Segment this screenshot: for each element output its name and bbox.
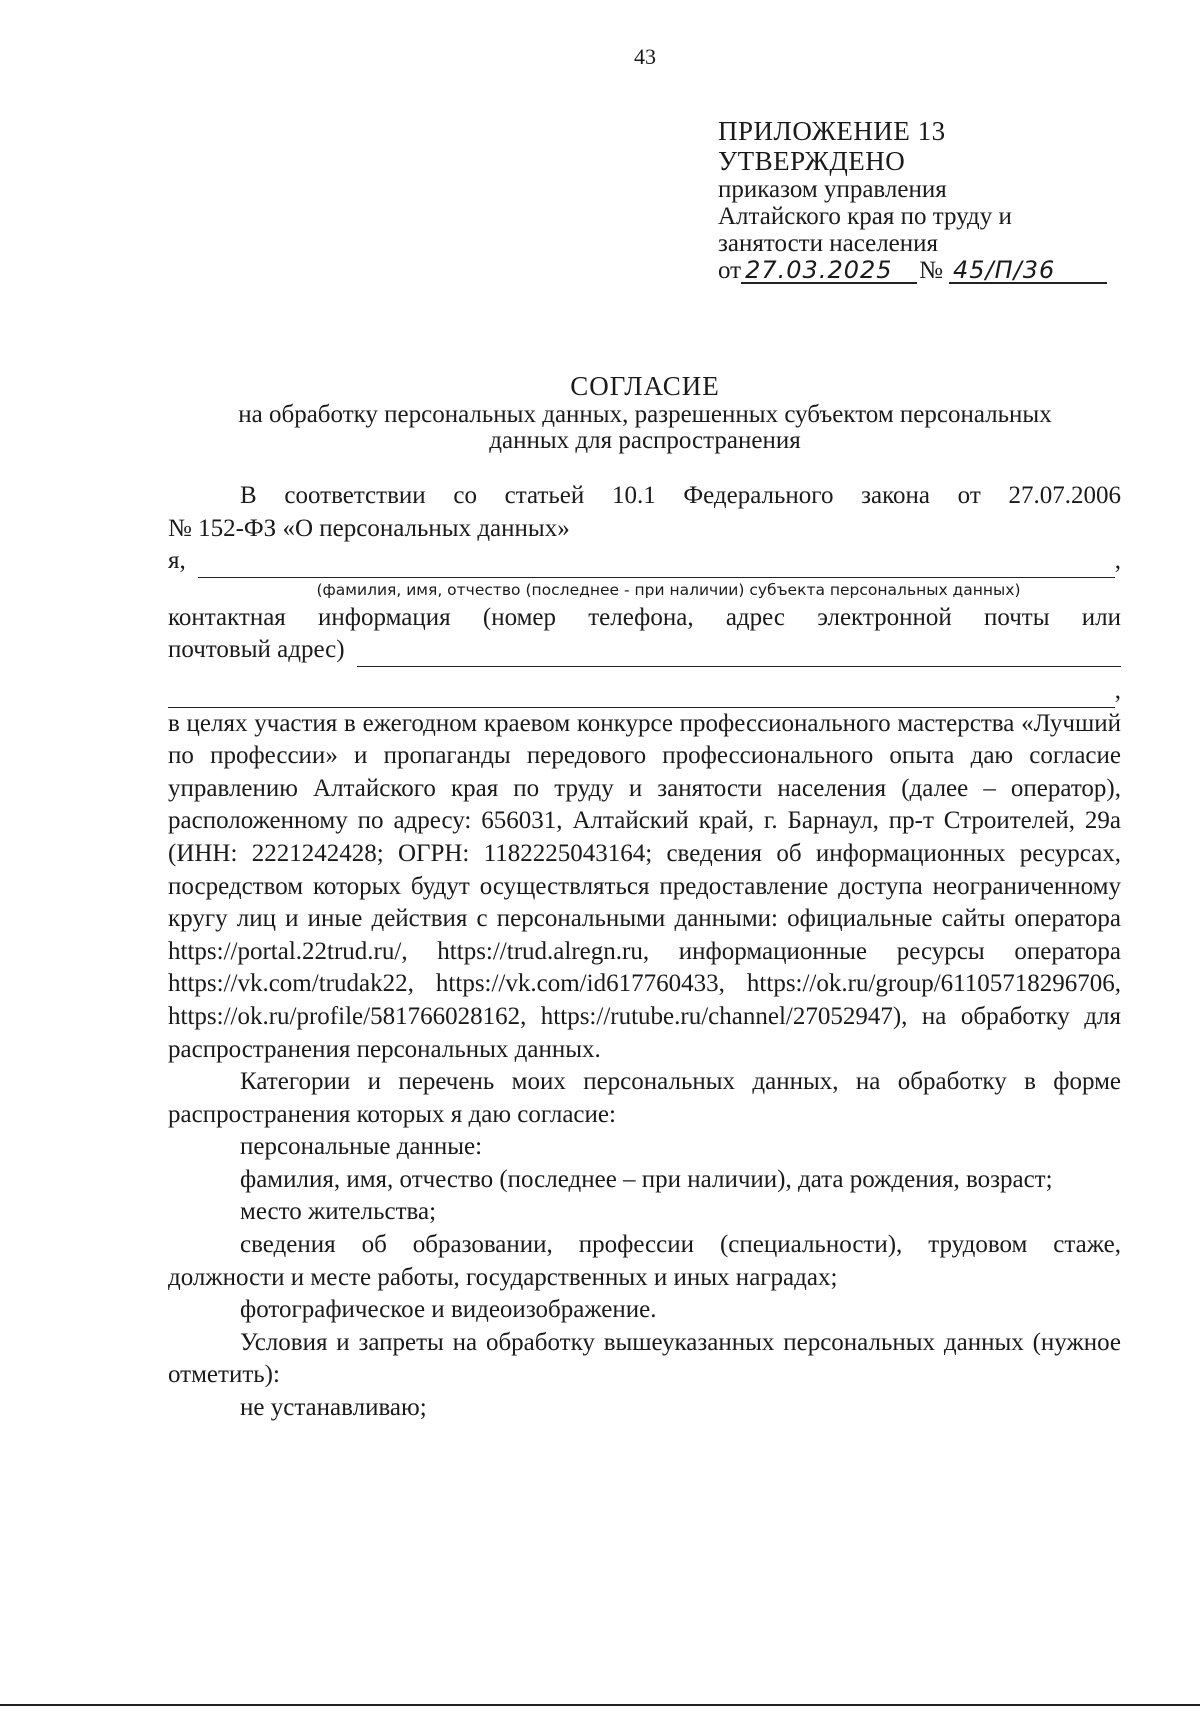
pd-heading: персональные данные: xyxy=(240,1133,483,1161)
title-sub-1: на обработку персональных данных, разрешенных субъектом персональных xyxy=(238,401,1052,428)
approval-block xyxy=(718,116,1138,284)
fio-row xyxy=(168,545,1121,578)
approval-line-1: приказом управления xyxy=(718,176,947,203)
list-item-education: сведения об образовании, профессии (специальности), трудовом стаже, должности и месте работы, государственных и иных наградах; xyxy=(168,1231,1121,1291)
ya-label: я, xyxy=(168,547,186,575)
document-body xyxy=(168,480,1121,1425)
number-sign: № xyxy=(919,257,943,284)
approval-line-3: занятости населения xyxy=(718,230,939,257)
fio-caption: (фамилия, имя, отчество (последнее - при наличии) субъекта персональных данных) xyxy=(316,580,1021,599)
contact-field-2[interactable] xyxy=(168,685,1115,708)
contact-field[interactable] xyxy=(357,644,1121,667)
list-item-residence: место жительства; xyxy=(240,1198,437,1226)
purpose-paragraph: в целях участия в ежегодном краевом конкурсе профессионального мастерства «Лучший по профессии» и пропаганды передового профессионального опыта даю согласие управлению Алтайского края по труду и занятости населения (далее – оператор), расположенному по адресу: 656031, Алтайский край, г. Барнаул, пр-т Строителей, 29а (ИНН: 2221242428; ОГРН: 1182225043164; сведения об информационных ресурсах, посредством которых будут осуществляться предоставление доступа неограниченному кругу лиц и иные действия с персональными данными: официальные сайты оператора https://portal.22trud.ru/, https://trud.alregn.ru, информационные ресурсы оператора https://vk.com/trudak22, https://vk.com/id617760433, https://ok.ru/group/61105718296706, https://ok.ru/profile/581766028162, https://rutube.ru/channel/27052947), на обработку для распространения персональных данных. xyxy=(168,709,1121,1063)
document-title xyxy=(150,370,1140,454)
page-number: 43 xyxy=(634,44,656,69)
contact-row-2 xyxy=(168,675,1121,708)
contact-comma: , xyxy=(1114,676,1121,704)
approved-label: УТВЕРЖДЕНО xyxy=(718,146,906,176)
option-not-set[interactable]: не устанавливаю; xyxy=(240,1394,427,1422)
page-bottom-edge xyxy=(0,1704,1200,1706)
contact-row xyxy=(168,634,1121,667)
approval-line-2: Алтайского края по труду и xyxy=(718,203,1012,230)
contact-line-2: почтовый адрес) xyxy=(168,636,345,664)
title-sub-2: данных для распространения xyxy=(489,427,801,454)
intro-line-1: В соответствии со статьей 10.1 Федерального закона от 27.07.2006 xyxy=(240,482,1121,509)
fio-comma: , xyxy=(1114,547,1121,575)
contact-line-1: контактная информация (номер телефона, адрес электронной почты или xyxy=(168,603,1121,631)
appendix-label: ПРИЛОЖЕНИЕ 13 xyxy=(718,116,946,146)
intro-line-2: № 152-ФЗ «О персональных данных» xyxy=(168,514,570,542)
list-item-fio: фамилия, имя, отчество (последнее – при наличии), дата рождения, возраст; xyxy=(240,1165,1053,1193)
handwritten-order-number: 45/П/36 xyxy=(949,258,1107,284)
fio-field[interactable] xyxy=(198,555,1115,578)
date-prefix: от xyxy=(718,257,742,284)
conditions-paragraph: Условия и запреты на обработку вышеуказанных персональных данных (нужное отметить): xyxy=(168,1328,1121,1389)
handwritten-date: 27.03.2025 xyxy=(741,258,917,284)
title-main: СОГЛАСИЕ xyxy=(570,371,720,401)
categories-paragraph: Категории и перечень моих персональных данных, на обработку в форме распространения которых я даю согласие: xyxy=(168,1068,1121,1128)
list-item-photo: фотографическое и видеоизображение. xyxy=(240,1296,657,1324)
approval-date-row xyxy=(718,257,1138,284)
